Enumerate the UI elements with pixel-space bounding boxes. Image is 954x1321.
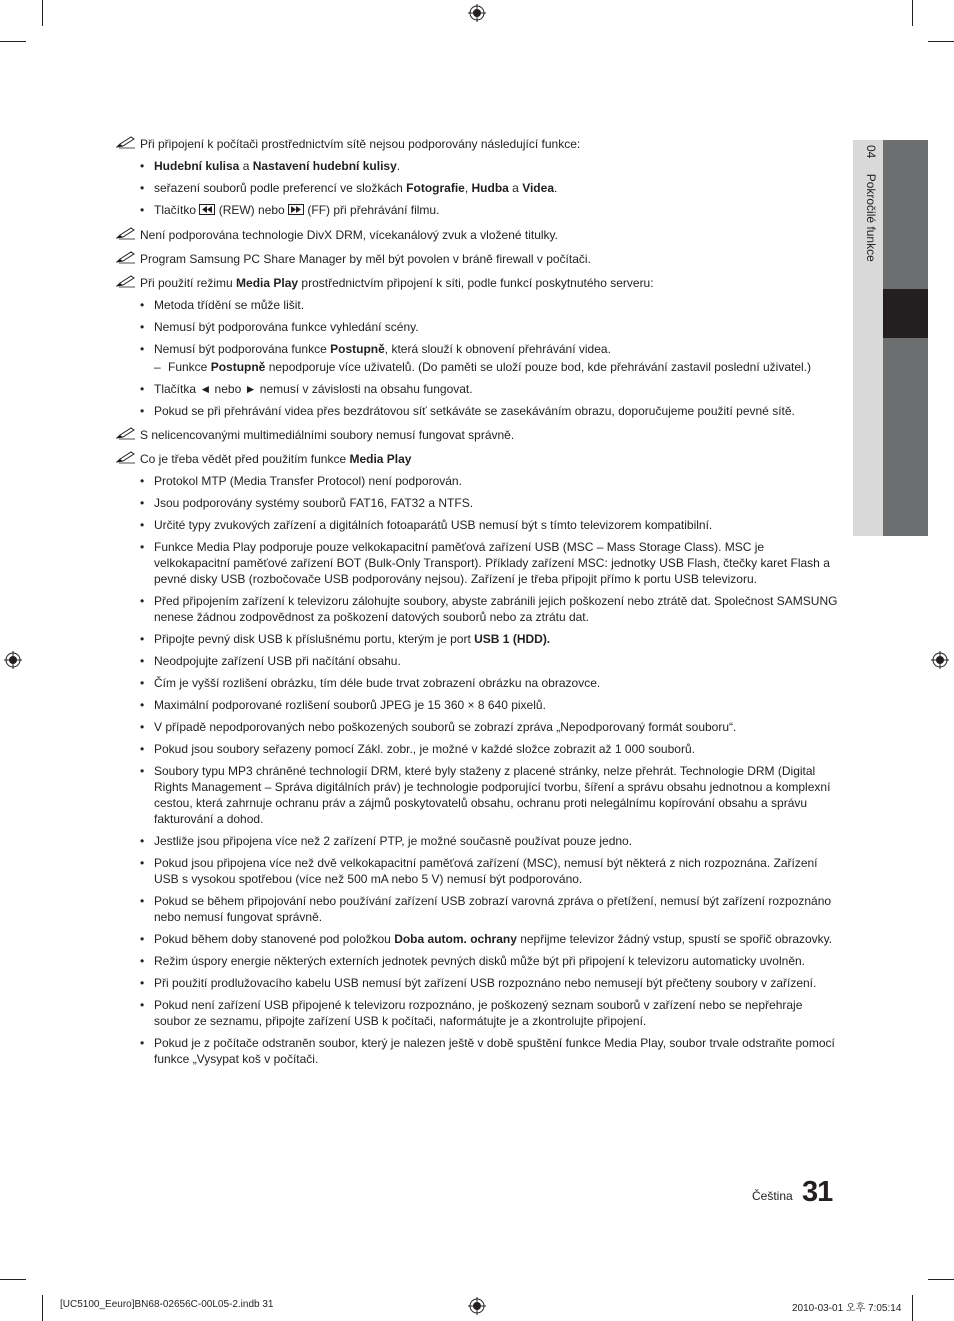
text-run: Připojte pevný disk USB k příslušnému portu, kterým je port xyxy=(154,632,475,646)
list-item xyxy=(140,319,840,335)
chapter-title: Pokročilé funkce xyxy=(864,173,878,262)
emphasized-term: Media Play xyxy=(349,452,412,466)
emphasized-term: Fotografie xyxy=(406,181,465,195)
footer-language: Čeština xyxy=(752,1189,793,1203)
note xyxy=(116,251,840,267)
text-run: a xyxy=(239,159,253,173)
crop-mark xyxy=(42,0,43,26)
text-run: Funkce Media Play podporuje pouze velkokapacitní paměťová zařízení USB (MSC – Mass Storage Class). MSC je velkokapacitní paměťové zařízení BOT (Bulk-Only Transport). Příklady zařízení MSC: jednotky USB Flash, čtečky karet Flash a pevné disky USB (rozbočovače USB podporovány nejsou). Zařízení je třeba připojit přímo k portu USB televizoru. xyxy=(154,540,830,586)
registration-mark-icon xyxy=(4,651,22,669)
text-run: Jsou podporovány systémy souborů FAT16, FAT32 a NTFS. xyxy=(154,496,474,510)
list-item xyxy=(140,893,840,925)
text-run: prostřednictvím připojení k síti, podle funkcí poskytnutého serveru: xyxy=(298,276,654,290)
text-run: Tlačítka ◄ nebo ► nemusí v závislosti na obsahu fungovat. xyxy=(154,382,473,396)
note xyxy=(116,427,840,443)
list-item xyxy=(140,719,840,735)
emphasized-term: USB 1 (HDD). xyxy=(474,632,551,646)
text-run: Co je třeba vědět před použitím funkce xyxy=(140,452,350,466)
text-run: . xyxy=(396,159,401,173)
note-pencil-icon xyxy=(116,135,136,149)
emphasized-term: Videa xyxy=(522,181,554,195)
text-run: Před připojením zařízení k televizoru zálohujte soubory, abyste zabránili jejich poškození nebo ztrátě dat. Společnost SAMSUNG nenese žádnou zodpovědnost za poškození datových souborů nebo za ztrátu dat. xyxy=(154,594,838,624)
text-run: . xyxy=(554,181,558,195)
text-run: Při použití režimu xyxy=(140,276,237,290)
page-number: 31 xyxy=(802,1176,833,1208)
note xyxy=(116,275,840,291)
text-run: Pokud je z počítače odstraněn soubor, který je nalezen ještě v době spuštění funkce Media Play, soubor trvale odstraňte pomocí funkce „Vysypat koš v počítači. xyxy=(154,1036,835,1066)
text-run: Metoda třídění se může lišit. xyxy=(154,298,305,312)
list-item xyxy=(140,517,840,533)
list-item xyxy=(140,675,840,691)
emphasized-term: Nastavení hudební kulisy xyxy=(252,159,397,173)
note-pencil-icon xyxy=(116,250,136,264)
crop-mark xyxy=(42,1295,43,1321)
imprint-date: 2010-03-01 오후 7:05:14 xyxy=(792,1303,902,1314)
list-item xyxy=(140,653,840,669)
list-item xyxy=(140,297,840,313)
crop-mark xyxy=(912,0,913,26)
list-item xyxy=(140,855,840,887)
text-run: a xyxy=(508,181,523,195)
page-content xyxy=(116,136,840,1075)
ff-icon xyxy=(288,204,304,218)
text-run: Pokud není zařízení USB připojené k televizoru rozpoznáno, je poškozený seznam souborů v zařízení nebo se nepřehraje soubor ze seznamu, připojte zařízení USB k počítači, naformátujte je a zkontrolujte připojení. xyxy=(154,998,803,1028)
emphasized-term: Postupně xyxy=(210,360,266,374)
imprint-file: [UC5100_Eeuro]BN68-02656C-00L05-2.indb 31 xyxy=(60,1299,274,1310)
text-run: Neodpojujte zařízení USB při načítání obsahu. xyxy=(154,654,401,668)
text-run: Maximální podporované rozlišení souborů JPEG je 15 360 × 8 640 pixelů. xyxy=(154,698,546,712)
note-text: Není podporována technologie DivX DRM, vícekanálový zvuk a vložené titulky. xyxy=(140,228,558,242)
note-pencil-icon xyxy=(116,450,136,464)
list-item xyxy=(140,997,840,1029)
dash-marker: – xyxy=(154,360,161,374)
registration-mark-icon xyxy=(931,651,949,669)
chapter-number: 04 xyxy=(864,145,878,159)
text-run: V případě nepodporovaných nebo poškozených souborů se zobrazí zpráva „Nepodporovaný formát souboru“. xyxy=(154,720,737,734)
list-item xyxy=(140,180,840,196)
list-item xyxy=(140,495,840,511)
list-item xyxy=(140,341,840,375)
emphasized-term: Doba autom. ochrany xyxy=(394,932,517,946)
note xyxy=(116,451,840,467)
list-item xyxy=(140,1035,840,1067)
note-text: S nelicencovanými multimediálními soubory nemusí fungovat správně. xyxy=(140,428,515,442)
list-item xyxy=(140,833,840,849)
text-run: Pokud jsou soubory seřazeny pomocí Zákl. zobr., je možné v každé složce zobrazit až 1 000 souborů. xyxy=(154,742,695,756)
list-item xyxy=(140,593,840,625)
text-run: Pokud jsou připojena více než dvě velkokapacitní paměťová zařízení (MSC), nemusí být některá z nich rozpoznána. Zařízení USB s vysokou spotřebou (více než 500 mA nebo 5 V) nemusí být podporováno. xyxy=(154,856,818,886)
emphasized-term: Postupně xyxy=(330,342,385,356)
note-text: Při připojení k počítači prostřednictvím sítě nejsou podporovány následující funkce: xyxy=(140,137,581,151)
chapter-tab-dark xyxy=(883,140,928,536)
text-run: Čím je vyšší rozlišení obrázku, tím déle bude trvat zobrazení obrázku na obrazovce. xyxy=(154,676,601,690)
bullet-list xyxy=(140,473,840,1067)
crop-mark xyxy=(928,41,954,42)
text-run: seřazení souborů podle preferencí ve složkách xyxy=(154,181,407,195)
chapter-tab-label xyxy=(858,145,878,262)
text-run: (REW) nebo xyxy=(215,203,289,217)
text-run: Při použití prodlužovacího kabelu USB nemusí být zařízení USB rozpoznáno nebo nemusejí být přečteny soubory v zařízení. xyxy=(154,976,817,990)
bullet-list xyxy=(140,158,840,219)
list-item xyxy=(140,931,840,947)
text-run: Jestliže jsou připojena více než 2 zařízení PTP, je možné současně používat pouze jedno. xyxy=(154,834,633,848)
registration-mark-icon xyxy=(468,4,486,22)
text-run: Soubory typu MP3 chráněné technologií DRM, které byly staženy z placené stránky, nelze přehrát. Technologie DRM (Digital Rights Management – Správa digitálních práv) je technologie podporující tvorbu, šíření a správu obsahu jednotnou a komplexní cestou, která zahrnuje ochranu práv a zájmů poskytovatelů obsahu, ochranu proti nelegálnímu kopírování obsahu a správu fakturování a dohod. xyxy=(154,764,831,826)
text-run: nepřijme televizor žádný vstup, spustí se spořič obrazovky. xyxy=(516,932,833,946)
crop-mark xyxy=(928,1279,954,1280)
text-run: Režim úspory energie některých externích jednotek pevných disků může být při připojení k televizoru automaticky uvolněn. xyxy=(154,954,805,968)
crop-mark xyxy=(0,41,26,42)
note-pencil-icon xyxy=(116,274,136,288)
list-item xyxy=(140,953,840,969)
text-run: Funkce xyxy=(168,360,211,374)
emphasized-term: Media Play xyxy=(236,276,299,290)
text-run: Pokud během doby stanovené pod položkou xyxy=(154,932,395,946)
list-item xyxy=(140,473,840,489)
emphasized-term: Hudební kulisa xyxy=(154,159,240,173)
list-item xyxy=(140,631,840,647)
text-run: Určité typy zvukových zařízení a digitálních fotoaparátů USB nemusí být s tímto televizorem kompatibilní. xyxy=(154,518,713,532)
note xyxy=(116,136,840,152)
text-run: nepodporuje více uživatelů. (Do paměti se uloží pouze bod, kde přehrávání zastavil poslední uživatel.) xyxy=(265,360,812,374)
note xyxy=(116,227,840,243)
text-run: Nemusí být podporována funkce xyxy=(154,342,331,356)
bullet-list xyxy=(140,297,840,419)
text-run: Protokol MTP (Media Transfer Protocol) není podporován. xyxy=(154,474,462,488)
text-run: Nemusí být podporována funkce vyhledání scény. xyxy=(154,320,419,334)
sub-item xyxy=(154,359,840,375)
crop-mark xyxy=(912,1295,913,1321)
registration-mark-icon xyxy=(468,1297,486,1315)
text-run: (FF) při přehrávání filmu. xyxy=(304,203,440,217)
rew-icon xyxy=(199,204,215,218)
note-text: Program Samsung PC Share Manager by měl být povolen v bráně firewall v počítači. xyxy=(140,252,591,266)
crop-mark xyxy=(0,1279,26,1280)
text-run: Pokud se během připojování nebo používání zařízení USB zobrazí varovná zpráva o přetížení, nemusí být zařízení rozpoznáno nebo nemusí fungovat správně. xyxy=(154,894,832,924)
text-run: Tlačítko xyxy=(154,203,200,217)
note-pencil-icon xyxy=(116,426,136,440)
list-item xyxy=(140,202,840,219)
chapter-tab-marker xyxy=(883,289,928,338)
list-item xyxy=(140,697,840,713)
emphasized-term: Hudba xyxy=(471,181,509,195)
text-run: , xyxy=(464,181,472,195)
text-run: Pokud se při přehrávání videa přes bezdrátovou síť setkáváte se zasekáváním obrazu, doporučujeme použití pevné sítě. xyxy=(154,404,795,418)
list-item xyxy=(140,763,840,827)
list-item xyxy=(140,158,840,174)
list-item xyxy=(140,741,840,757)
list-item xyxy=(140,975,840,991)
note-pencil-icon xyxy=(116,226,136,240)
text-run: , která slouží k obnovení přehrávání videa. xyxy=(384,342,611,356)
list-item xyxy=(140,381,840,397)
list-item xyxy=(140,403,840,419)
list-item xyxy=(140,539,840,587)
